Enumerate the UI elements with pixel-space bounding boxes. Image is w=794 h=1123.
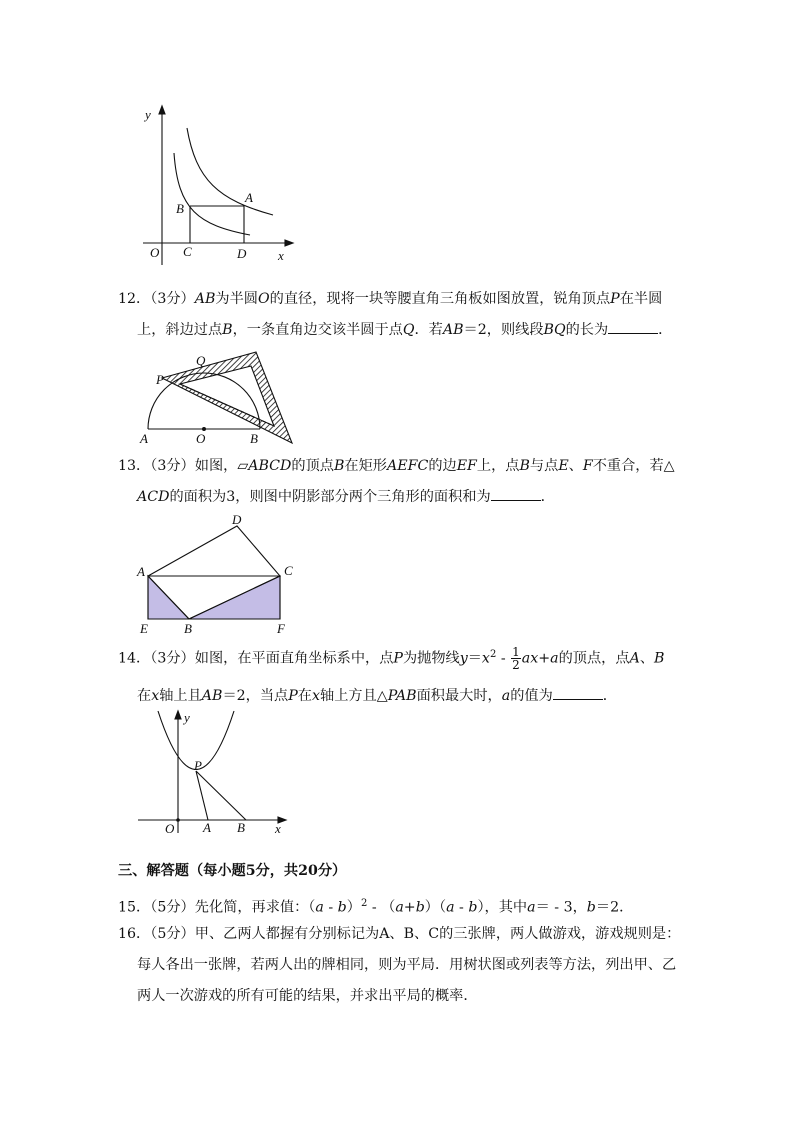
- answer-blank-14: [553, 687, 603, 700]
- label-p: P: [156, 372, 164, 387]
- q12-line-1: 12．（3分）AB为半圆O的直径，现将一块等腰直角三角板如图放置，锐角顶点P在半圆: [118, 291, 663, 307]
- label-d: D: [237, 246, 247, 261]
- label-x: x: [278, 248, 284, 263]
- y-axis-arrow: [175, 711, 181, 719]
- label-x: x: [275, 821, 281, 836]
- label-c: C: [284, 563, 293, 578]
- label-f: F: [277, 621, 285, 636]
- label-b: B: [250, 431, 258, 446]
- label-b: B: [184, 621, 192, 636]
- fraction-one-half: $\frac{1}{2}$: [512, 645, 520, 673]
- semicircle-arc: [148, 373, 260, 429]
- figure-parallelogram-rectangle: [134, 512, 304, 642]
- figure-parabola: [136, 708, 296, 838]
- origin-point: [176, 818, 180, 822]
- label-y: y: [184, 710, 190, 725]
- answer-blank-12: [608, 321, 658, 334]
- label-e: E: [140, 621, 148, 636]
- segment-pb: [196, 771, 246, 820]
- curve-lower: [174, 153, 250, 235]
- label-b: B: [237, 820, 245, 835]
- label-o: O: [196, 431, 206, 446]
- label-a: A: [137, 564, 145, 579]
- label-b: B: [176, 201, 184, 216]
- q15-line: 15．（5分）先化简，再求值：（a - b）$^2$ - （a+b）（a - b），其中a＝ - 3，b＝2．: [118, 898, 634, 916]
- x-axis-arrow: [285, 240, 293, 246]
- label-a: A: [245, 190, 253, 205]
- curve-upper: [187, 128, 273, 215]
- q14-line-1: 14．（3分）如图，在平面直角坐标系中，点P为抛物线$y=x^2$ - $\frac{1}{2}$ ax+a的顶点，点A、B: [118, 645, 665, 673]
- segment-pa: [196, 771, 208, 820]
- q16-line-1: 16．（5分）甲、乙两人都握有分别标记为A、B、C的三张牌，两人做游戏，游戏规则是：: [118, 926, 681, 942]
- figure-reciprocal-graph: [138, 100, 308, 270]
- label-a: A: [140, 431, 148, 446]
- q14-line-2: 在x轴上且AB＝2，当点P在x轴上方且△PAB面积最大时，a的值为 ．: [137, 688, 617, 704]
- figure-semicircle-triangle: [136, 348, 301, 448]
- y-axis-arrow: [159, 106, 165, 114]
- section-3-heading: 三、解答题（每小题5分，共20分）: [118, 863, 347, 879]
- label-c: C: [183, 244, 192, 259]
- answer-blank-13: [491, 488, 541, 501]
- q16-line-2: 每人各出一张牌，若两人出的牌相同，则为平局．用树状图或列表等方法，列出甲、乙: [137, 957, 677, 973]
- q12-line-2: 上，斜边过点B，一条直角边交该半圆于点Q．若AB＝2，则线段BQ的长为 ．: [137, 322, 673, 338]
- q13-line-1: 13．（3分）如图，▱ABCD的顶点B在矩形AEFC的边EF上，点B与点E、F不重合，若△: [118, 458, 675, 474]
- label-y: y: [145, 107, 151, 122]
- label-o: O: [150, 245, 160, 260]
- label-o: O: [165, 821, 175, 836]
- q16-line-3: 两人一次游戏的所有可能的结果，并求出平局的概率．: [137, 988, 478, 1004]
- q13-line-2: ACD的面积为3，则图中阴影部分两个三角形的面积和为 ．: [137, 489, 555, 505]
- label-d: D: [232, 512, 242, 527]
- label-p: P: [194, 758, 202, 773]
- label-a: A: [203, 820, 211, 835]
- label-q: Q: [196, 353, 206, 368]
